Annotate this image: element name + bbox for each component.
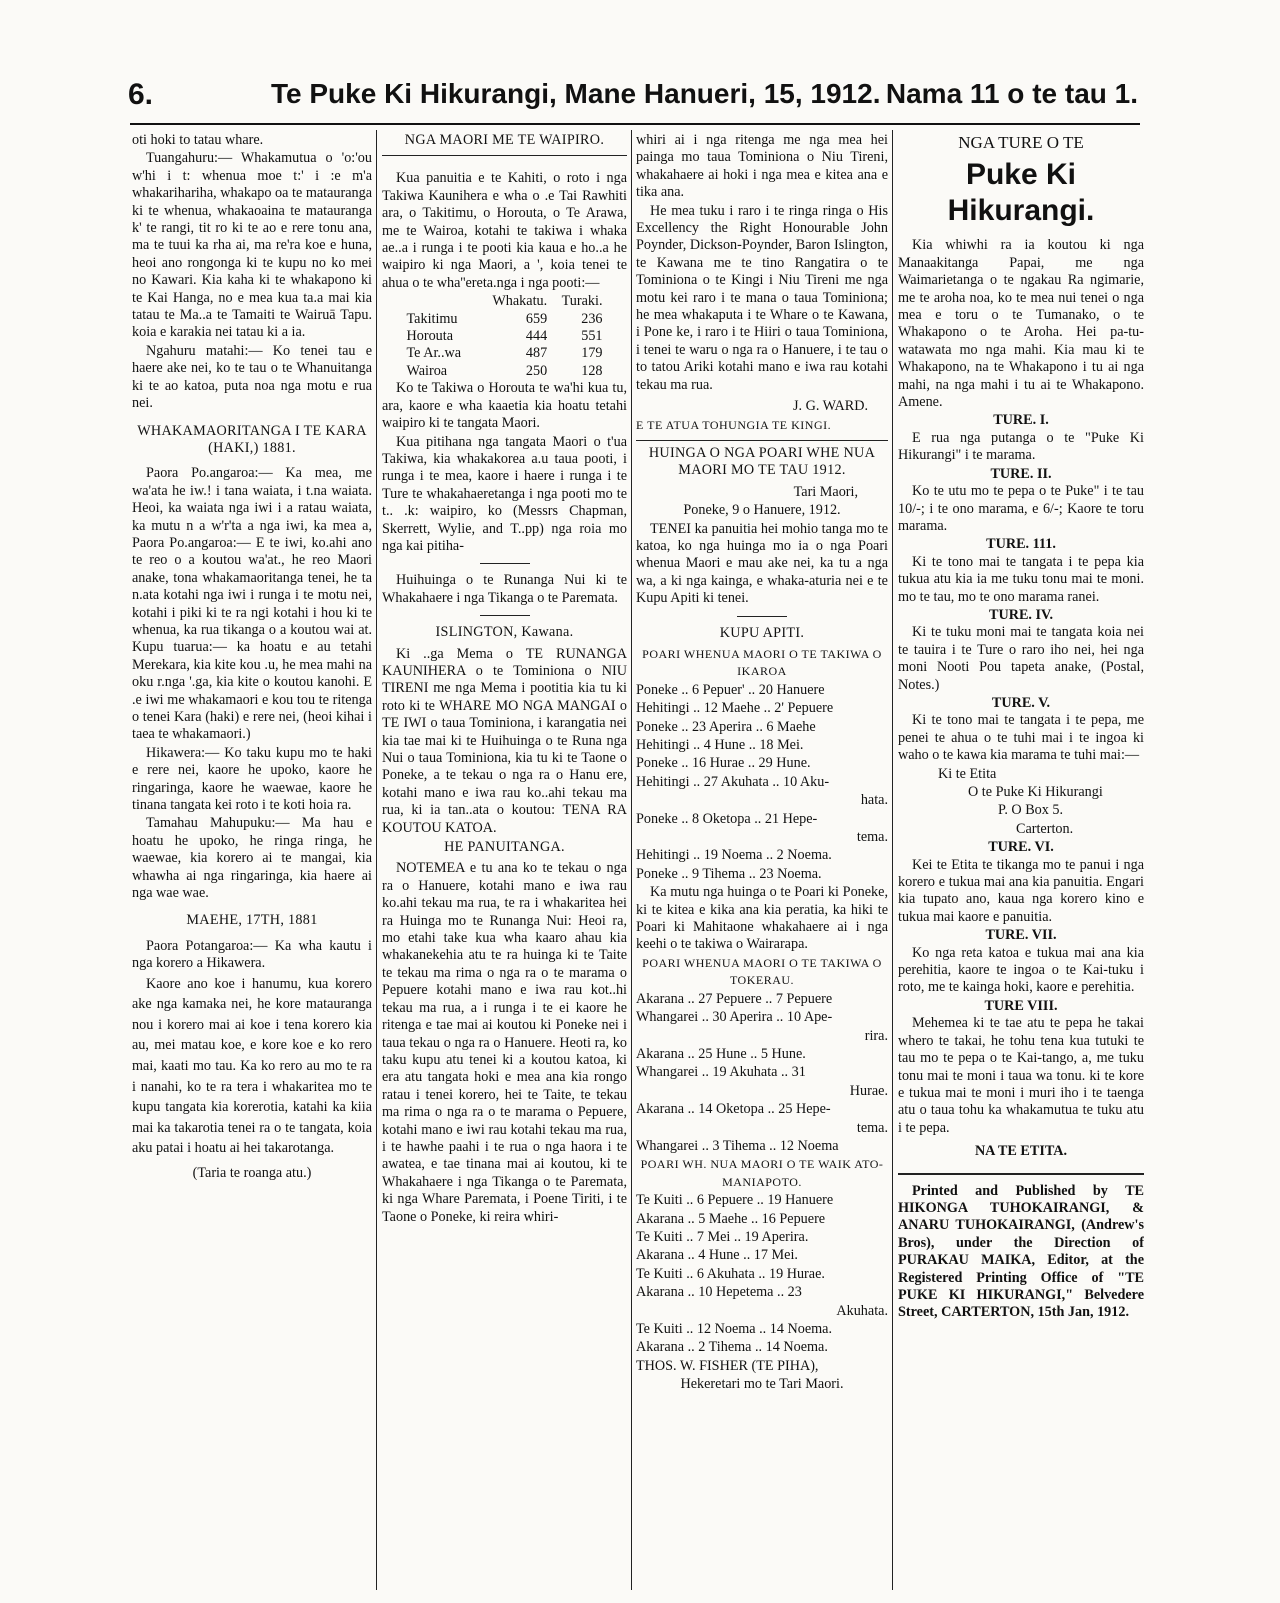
rule-text: Ko te utu mo te pepa o te Puke" i te tau 10/-; i te ono marama, e 6/-; Kaore te toru marama. [898,483,1144,534]
schedule-line: Akarana .. 25 Hune .. 5 Hune. [636,1045,806,1062]
schedule-line: Poneke .. 8 Oketopa .. 21 Hepe- [636,810,818,827]
table-cell: 250 [525,362,548,379]
paragraph: Ko te Takiwa o Horouta te wa'hi kua tu, ara, kaore e wha kaaetia kia hoatu tetahi waipiro ki te tangata Maori. [382,380,627,432]
schedule-tokerau [636,991,888,1156]
board-heading: POARI WHENUA MAORI O TE TAKIWA O TOKERAU. [642,955,882,988]
table-header-cell: Whakatu. [492,293,548,310]
rule-heading: TURE VIII. [984,997,1058,1014]
schedule-line: Te Kuiti .. 7 Mei .. 19 Aperira. [636,1228,809,1245]
signature: THOS. W. FISHER (TE PIHA), [636,1357,819,1374]
continuation-note: (Taria te roanga atu.) [192,1165,312,1182]
paragraph: TENEI ka panuitia hei mohio tanga mo te katoa, ko nga huinga mo ia o nga Poari whenua Maori e mau ake nei, ka tu a nga wa, a ki nga kainga, e whaka-aturia nei e te Kupu Apiti ki tenei. [636,520,888,607]
rule-text: Kei te Etita te tikanga mo te panui i nga korero e tukua mai ana kia panuitia. Engari kia tupato ano, kaua nga korero kino e tukua mai kaore e panuitia. [898,856,1144,925]
rules-paper-title: Puke Ki Hikurangi. [947,158,1095,228]
schedule-line: Akuhata. [836,1302,888,1319]
schedule-line: Hehitingi .. 12 Maehe .. 2' Pepuere [636,700,834,717]
schedule-line: Hehitingi .. 4 Hune .. 18 Mei. [636,737,804,753]
schedule-line: Whangarei .. 19 Akuhata .. 31 [636,1064,806,1081]
table-cell: 659 [525,310,548,327]
paragraph: Paora Po.angaroa:— Ka mea, me wa'ata he iw.! i tana waiata, i t.na waiata. Heoi, ka waiata nga iwi i a ratau waiata, ka mutu n a w'r'ta a nga iwi, ka mea a, Paora Po.angaroa:— E te iwi, ko.ahi ano te reo o a koutou wa'at., he reo Maori anake, tona whakamaoritanga tenei, he ta n.ata kotahi nga iwi i runga i te motu nei, kotahi i piki ki te ra ngi kotahi i hou ki te whenua, ka rua tikanga o a koutou wai at. Kupu tuarua:— ka hoatu e au tetahi Merekara, kia kite kou .u, he mea mahi na oku r.nga '.ga, kia kite o koutou kanohi. E .e iwi me whakamaori e kou tou te ritenga o tenei Kara (haki) e rere nei, (heoi kihai i taea te whakamaori.) [132,465,372,743]
column-4 [898,132,1144,1590]
paragraph: whiri ai i nga ritenga me nga mea hei painga mo taua Tominiona o Niu Tireni, whakahaere ai hoki i nga mea e kitea ana e tika ana. [636,132,888,201]
schedule-line: Akarana .. 10 Hepetema .. 23 [636,1284,802,1301]
table-header-row [405,293,605,310]
section-heading: KUPU APITI. [719,624,805,641]
rule-text: Ki te tono mai te tangata i te pepa kia tukua atu kia ia me tuku tonu mai te moni. mo te tau, mo te ono marama ranei. [898,553,1144,605]
address-line: Carterton. [1016,820,1074,837]
paragraph: Ngahuru matahi:— Ko tenei tau e haere ake nei, ko te tau o te Whanuitanga ki te ao katoa, puta noa nga motu e rua nei. [132,342,372,412]
schedule-line: tema. [856,1119,888,1136]
separator [480,563,530,564]
section-heading: NGA MAORI ME TE WAIPIRO. [382,132,627,156]
separator [480,615,530,616]
section-heading: WHAKAMAORITANGA I TE KARA (HAKI,) 1881. [137,422,367,456]
address-line: Poneke, 9 o Hanuere, 1912. [683,502,841,519]
address-line: O te Puke Ki Hikurangi [968,784,1103,800]
table-header-cell: Turaki. [561,293,603,310]
masthead [128,74,1138,114]
paragraph: Kua panuitia e te Kahiti, o roto i nga Takiwa Kaunihera e wha o .e Tai Rawhiti ara, o Takitimu, o Horouta, o Te Arawa, me te Wairoa, kotahi te takiwa i whaka ae..a i runga i te pooti kia kaua e ho..a he waipiro ki nga Maori, a ', koia tenei te ahua o te wha''ereta.nga i nga pooti:— [382,170,627,291]
rule-heading: TURE. I. [993,412,1049,429]
rule-heading: TURE. IV. [989,606,1053,623]
column-divider [376,130,377,1590]
schedule-waikato-maniapoto [636,1192,888,1357]
signature: J. G. WARD. [792,398,868,415]
rule-heading: TURE. II. [990,465,1052,482]
schedule-line: Akarana .. 27 Pepuere .. 7 Pepuere [636,990,833,1007]
table-cell: 128 [581,362,603,379]
table-cell: 179 [581,345,603,362]
paragraph: NOTEMEA e tu ana ko te tekau o nga ra o Hanuere, kotahi mano e iwa rau ko.ahi tekau ma rua, te ra i whakaritea hei ra Huinga mo te Runanga Nui: Heoi ra, mo etahi take kua wha kaaro ahau kia whakanekehia atu te ra huinga ki te Taite te tekau ma rima o nga ra o te marama o Pepuere kotahi mano e iwa rau kot..hi tekau ma rua, a i runga i te ei kaore he ritenga e tae mai ai koutou ki Poneke nei i taua tekau o nga ra o Hanuere. Heoti ra, ko taku kupu atu tenei ki a koutou katoa, ki era atu tangata hoki e mea ana kia rongo ratau i tenei korero, hei te Taite, te tekau ma rima o nga ra o te marama o Pepuere, kotahi mano e iwi rau kotahi tekau ma rua, i te hawhe paahi i te rua o nga haora i te awatea, e tae tinana mai ai koutou, ki te Whakahaere i nga Tikanga o te Paremata, ki nga Whare Paremata, i Poene Tiriti, i te Taone o Poneke, ki reira whiri- [382,860,627,1225]
table-cell: Te Ar..wa [406,345,462,362]
schedule-ikaroa [636,682,888,883]
page-number: 6. [128,78,154,111]
section-heading: HE PANUITANGA. [444,839,565,856]
schedule-line: Hurae. [849,1082,888,1099]
column-2 [382,132,627,1590]
schedule-line: Akarana .. 4 Hune .. 17 Mei. [636,1247,798,1264]
table-row [405,345,605,362]
rules-heading: NGA TURE O TE [958,133,1084,152]
rule-text: Ki te tuku moni mai te tangata koia nei te tauira i te Ture o raro iho nei, hei nga moni Nooti Pou tapeta anake, (Postal, Notes.) [898,624,1144,693]
section-heading: MAEHE, 17TH, 1881 [186,912,318,929]
schedule-line: Whangarei .. 30 Aperira .. 10 Ape- [636,1009,833,1026]
paragraph: Ki ..ga Mema o TE RUNANGA KAUNIHERA o te Tominiona o NIU TIRENI me nga Mema i pootitia kia tu ki roto ki te WHARE MO NGA MANGAI o TE IWI o taua Tominiona, i karangatia nei kia tae mai ki te Huihuinga o te Runa nga Nui o taua Tominiona, kia tu ki te Taone o Poneke, a te tekau o nga ra o Hanu ere, kotahi mano e iwa rau ko..ahi tekau ma rua, ki ia tan..ata o koutou: TENA RA KOUTOU KATOA. [382,645,627,836]
column-1 [132,132,372,1590]
table-row [405,328,605,345]
rule-heading: TURE. V. [991,694,1051,711]
paragraph: Tamahau Mahupuku:— Ma hau e hoatu he upoko, he ringa ringa, he waewae, kia korero ai te mangai, kia whawha ai nga ringaringa, kia haere ai nga wae wae. [132,815,372,902]
table-cell: 444 [525,328,548,345]
imprint: Printed and Published by TE HIKONGA TUHOKAIRANGI, & ANARU TUHOKAIRANGI, (Andrew's Bros), under the Direction of PURAKAU MAIKA, Editor, at the Registered Printing Office of "TE PUKE KI HIKURANGI," Belvedere Street, CARTERTON, 15th Jan, 1912. [898,1182,1144,1321]
table-header-cell [405,293,477,310]
schedule-line: Akarana .. 2 Tihema .. 14 Noema. [636,1339,828,1356]
paragraph: Kua pitihana nga tangata Maori o t'ua Takiwa, kia whakakorea a.u taua pooti, i runga i te mea, kaore i haere i runga i te Ture te whakahaeretanga i nga pooti mo te t.. .k: waipiro, ko (Messrs Chapman, Skerrett, Wylie, and T..pp) nga roia mo nga kai pitiha- [382,433,627,554]
schedule-line: Poneke .. 6 Pepuer' .. 20 Hanuere [636,681,825,698]
editor-signature: NA TE ETITA. [974,1143,1068,1160]
rule-heading: TURE. VI. [988,839,1054,856]
schedule-line: rira. [864,1027,888,1044]
schedule-line: Akarana .. 5 Maehe .. 16 Pepuere [636,1210,826,1227]
column-divider [631,130,632,1590]
schedule-line: tema. [856,829,888,846]
separator [737,616,787,617]
schedule-line: Whangarei .. 3 Tihema .. 12 Noema [636,1137,839,1154]
schedule-line: Poneke .. 16 Hurae .. 29 Hune. [636,755,811,772]
section-heading: HUINGA O NGA POARI WHE NUA MAORI MO TE TAU 1912. [648,444,876,479]
rule-text: Ko nga reta katoa e tukua mai ana kia perehitia, kaore te ingoa o te Kai-tuku i roto, me te kainga hoki, kaore e perehitia. [898,944,1144,996]
section-heading: ISLINGTON, Kawana. [435,624,574,641]
table-row [405,363,605,380]
paragraph: He mea tuku i raro i te ringa ringa o His Excellency the Right Honourable John Poynder, Dickson-Poynder, Baron Islington, te Kawana me te tino Rangatira o te Tominiona o te Kingi i Niu Tireni me nga motu kei raro i te mana o taua Tominiona; he mea whakaputa i te Whare o te Kawana, i Pone ke, i raro i te Hiiri o taua Tominiona, i tenei te waru o nga ra o Hanuere, i te tau o to tatou Ariki kotahi mano e iwa rau kotahi tekau ma rua. [636,202,888,393]
paragraph: Ka mutu nga huinga o te Poari ki Poneke, ki te kitea e kika ana kia peratia, ka hiki te Poari ki Mahitaone whakahaere ai i nga keehi o te takiwa o Wairarapa. [636,884,888,953]
schedule-line: Te Kuiti .. 6 Pepuere .. 19 Hanuere [636,1192,834,1209]
header-rule [130,123,1140,125]
table-row [405,311,605,328]
rule-text: E rua nga putanga o te "Puke Ki Hikurangi" i te marama. [898,429,1144,464]
rule-heading: TURE. VII. [985,927,1057,944]
schedule-line: Akarana .. 14 Oketopa .. 25 Hepe- [636,1101,831,1118]
column-3 [636,132,888,1590]
schedule-line: hata. [860,792,888,809]
table-cell: 487 [525,345,548,362]
table-cell: 236 [581,310,603,327]
table-cell: 551 [581,328,603,345]
schedule-line: Hehitingi .. 19 Noema .. 2 Noema. [636,847,832,864]
schedule-line: Te Kuiti .. 12 Noema .. 14 Noema. [636,1321,833,1337]
paragraph: Kia whiwhi ra ia koutou ki nga Manaakitanga Papai, me nga Waimarietanga o te ngakau Ra ngimarie, me te aroha noa, ko te mea nui tenei o nga mea e toru o te Tumanako, o te Whakapono o te Aroha. Hei pa-tu-watawata mo nga mahi. Kia mau ki te Whakapono, na te Whakapono i tu ai nga mahi, na nga mahi i tu ai te Whakapono. Amene. [898,237,1144,411]
table-cell: Wairoa [406,362,448,379]
schedule-line: Poneke .. 9 Tihema .. 23 Noema. [636,865,822,882]
column-divider [892,130,893,1590]
address-line: Tari Maori, [793,483,858,500]
issue-number: Nama 11 o te tau 1. [885,78,1138,109]
rule-heading: TURE. 111. [986,536,1056,553]
table-cell: Takitimu [406,310,458,327]
rule-text: Ki te tono mai te tangata i te pepa, me penei te ahua o te tuhi mai i te ingoa ki waho o te kawa kia marama te tuhi mai:— [898,712,1144,764]
paragraph: Tuangahuru:— Whakamutua o 'o:'ou w'hi i t: whenua moe t:' i :e m'a whakarihariha, whakapo oa te matauranga ki te whenua, whakaoaina te matauranga k' te rangi, tit ro ki te ao e rere tonu ana, ma te tuui ka rha ai, ma re'ra koe e huna, heoi ano rongonga ki te kupu no ko mei no Kawari. Kia kaha ki te whakapono ki te Kai Hanga, no e mea kua ta.a mai kia tatau te Ma..a te Tamaiti te Wairuā Tapu. koia e karakia nei tatau ki a ia. [132,150,372,341]
signature-title: Hekeretari mo te Tari Maori. [680,1376,844,1393]
poll-results-table [405,293,605,380]
paragraph: Hikawera:— Ko taku kupu mo te haki e rere nei, kaore he upoko, kaore he ringaringa, kaore he waewae, kaore he tinana tangata kei roto i te koti hoia ra. [132,744,372,814]
motto: E TE ATUA TOHUNGIA TE KINGI. [636,417,832,432]
paragraph: oti hoki to tatau whare. [132,132,264,148]
table-cell: Horouta [406,328,453,345]
board-heading: POARI WHENUA MAORI O TE TAKIWA O IKAROA [642,646,882,679]
rule-text: Mehemea ki te tae atu te pepa he takai whero te takai, he tohu tena kua tutuki te tau mo te pepa o te Kai-tango, a, me tuku tonu mai te moni i taua wa tonu. ki te kore e tukua mai te moni i muri iho i te taenga atu o taua tohu ka whakamutua te tuku atu i te pepa. [898,1015,1144,1136]
separator [636,440,888,441]
schedule-line: Hehitingi .. 27 Akuhata .. 10 Aku- [636,773,830,790]
address-line: Ki te Etita [938,765,997,782]
schedule-line: Te Kuiti .. 6 Akuhata .. 19 Hurae. [636,1265,825,1282]
paragraph: Paora Potangaroa:— Ka wha kautu i nga korero a Hikawera. [132,937,372,972]
paragraph: Kaore ano koe i hanumu, kua korero ake nga kamaka nei, he kore matauranga nou i korero mai ai koe i tena korero kia au, mei matau koe, e kore koe e ko rero mai, kaati mo tau. Ka ko rero au mo te ra i nanahi, ko te ra tera i whakaritea mo te kupu tangata kia korerotia, katahi ka kiia mai ka takarotia tenei ra o te tangata, koia aku patai i hoatu ai hei takarotanga. [132,975,372,1157]
address-line: P. O Box 5. [998,802,1064,819]
separator [898,1173,1144,1175]
paragraph: Huihuinga o te Runanga Nui ki te Whakahaere i nga Tikanga o te Paremata. [382,572,627,606]
paper-title: Te Puke Ki Hikurangi, Mane Hanueri, 15, 1912. [271,78,881,109]
board-heading: POARI WH. NUA MAORI O TE WAIK ATO-MANIAPOTO. [640,1157,884,1189]
schedule-line: Poneke .. 23 Aperira .. 6 Maehe [636,718,816,735]
